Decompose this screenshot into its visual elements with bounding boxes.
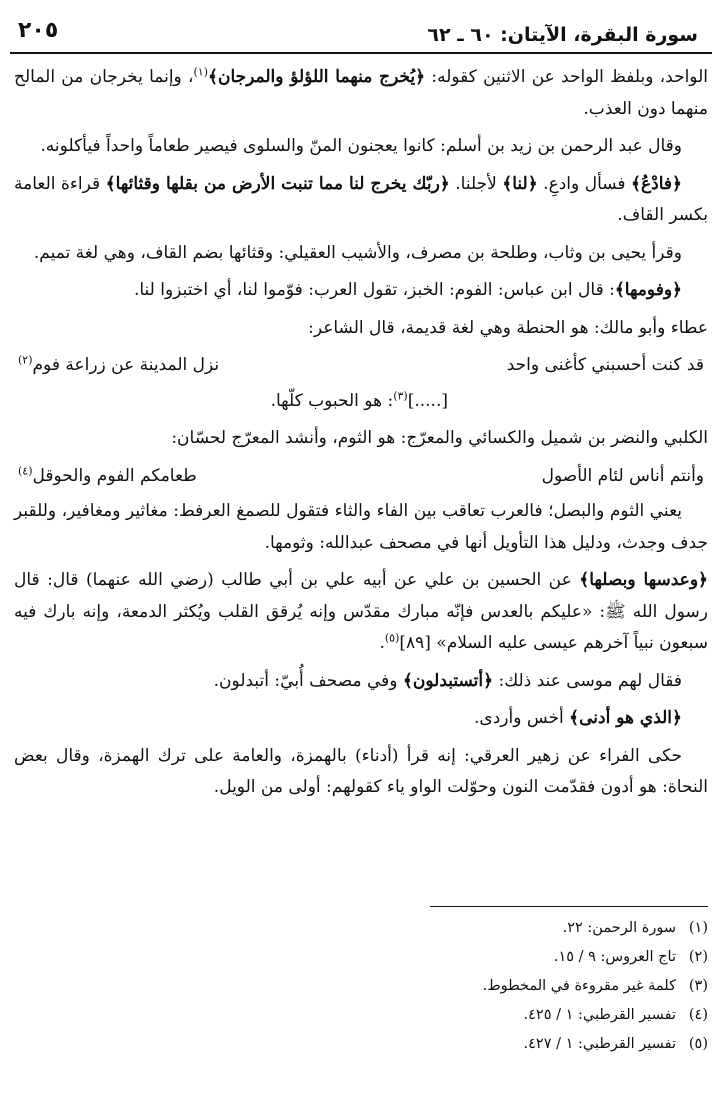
- footnote-number: (٥): [688, 1036, 708, 1052]
- footnote-ref: (٤): [18, 463, 33, 477]
- text-run: الكلبي والنضر بن شميل والكسائي والمعرّج: هو الثوم، وأنشد المعرّج لحسّان:: [171, 428, 708, 448]
- quran-quote: ﴿لنا﴾: [502, 173, 538, 194]
- poetry-verse-1: [14, 350, 708, 382]
- lacuna-mark: [.....]: [407, 390, 448, 411]
- paragraph-adas: [14, 565, 708, 660]
- footnotes: [14, 914, 708, 1059]
- text-run: وفي مصحف أُبيّ: أتبدلون.: [213, 670, 403, 691]
- paragraph-istabdil: [14, 666, 708, 698]
- header-divider: [10, 52, 712, 54]
- text-run: ، وإنما يخرجان من المالح منهما دون العذب.: [14, 67, 708, 119]
- verse-hemistich-first: قد كنت أحسبني كأغنى واحد: [506, 355, 704, 375]
- text-run: لأجلنا.: [449, 173, 503, 194]
- footnote-text: تفسير القرطبي: ١ / ٤٢٧.: [523, 1036, 676, 1052]
- lacuna-line: [14, 386, 708, 418]
- footnote-number: (٣): [688, 978, 708, 994]
- quran-quote: ﴿أتستبدلون﴾: [402, 670, 494, 691]
- footnote-number: (٢): [688, 949, 708, 965]
- poetry-verse-2: [14, 461, 708, 493]
- paragraph-adna: [14, 703, 708, 735]
- verse-hemistich-second: نزل المدينة عن زراعة فوم: [32, 355, 220, 375]
- text-run: عن الحسين بن علي عن أبيه علي بن أبي طالب (رضي الله عنهما) قال: قال رسول الله ﷺ: «عليكم بالعدس فإنّه مبارك مقدّس وإنه يُرقق القلب ويُكثر الدمعة، وإنه بارك فيه سبعون نبياً آخرهم عيسى عليه السلام» [٨٩]: [14, 570, 708, 653]
- footnote-text: سورة الرحمن: ٢٢.: [562, 920, 676, 936]
- footnote-number: (١): [688, 920, 708, 936]
- paragraph-farra: [14, 741, 708, 804]
- text-run: فسأل وادعِ.: [537, 173, 632, 194]
- quran-quote: ﴿ربّك يخرج لنا مما تنبت الأرض من بقلها وقثائها﴾: [105, 173, 450, 194]
- quran-quote: ﴿يُخرج منهما اللؤلؤ والمرجان﴾: [208, 67, 426, 87]
- footnote-text: تاج العروس: ٩ / ١٥.: [553, 949, 676, 965]
- text-run: أخس وأردى.: [474, 708, 570, 728]
- text-run: وقرأ يحيى بن وثاب، وطلحة بن مصرف، والأشيب العقيلي: وقثائها بضم القاف، وهي لغة تميم.: [33, 242, 682, 263]
- paragraph-fadu: [14, 169, 708, 232]
- page-header: [10, 14, 712, 48]
- verse-hemistich-second: طعامكم الفوم والحوقل: [32, 465, 197, 486]
- text-run: : قال ابن عباس: الفوم: الخبز، تقول العرب: فوّموا لنا، أي اختبزوا لنا.: [133, 280, 615, 300]
- quran-quote: ﴿فادْعُ﴾: [631, 173, 682, 194]
- footnote-ref: (٢): [18, 353, 33, 367]
- paragraph-kalbi: [14, 423, 708, 455]
- quran-quote: ﴿الذي هو أدنى﴾: [569, 708, 682, 728]
- text-run: وقال عبد الرحمن بن زيد بن أسلم: كانوا يعجنون المنّ والسلوى فيصير طعاماً واحداً فيأكلونه.: [40, 136, 682, 156]
- footnote: [14, 972, 708, 1001]
- paragraph-qiraat: [14, 238, 708, 270]
- footnote: [14, 1001, 708, 1030]
- footnote-text: كلمة غير مقروءة في المخطوط.: [482, 978, 676, 994]
- text-run: يعني الثوم والبصل؛ فالعرب تعاقب بين الفاء والثاء فتقول للصمغ العرفط: مغاثير ومغافير، وللقبر جدف وجدث، ودليل هذا التأويل أنها في مصحف عبدالله: وثومها.: [14, 501, 708, 553]
- paragraph-garlic: [14, 496, 708, 559]
- quran-quote: ﴿وفومها﴾: [614, 280, 682, 300]
- footnote: [14, 1030, 708, 1059]
- paragraph-ata: [14, 313, 708, 345]
- text-run: حكى الفراء عن زهير العرقي: إنه قرأ (أدناء) بالهمزة، والعامة على ترك الهمزة، وقال بعض النحاة: هو أدون فقدّمت النون وحوّلت الواو ياء كقولهم: أولى من الويل.: [14, 745, 708, 797]
- text-run: عطاء وأبو مالك: هو الحنطة وهي لغة قديمة، قال الشاعر:: [308, 317, 708, 338]
- text-run: : هو الحبوب كلّها.: [270, 390, 394, 411]
- text-run: فقال لهم موسى عند ذلك:: [493, 670, 682, 691]
- paragraph-ibn-zaid: [14, 131, 708, 163]
- footnote: [14, 914, 708, 943]
- footnote-divider: [430, 906, 708, 907]
- text-run: .: [379, 633, 385, 653]
- footnote-ref: (١): [193, 65, 209, 79]
- text-run: الواحد، وبلفظ الواحد عن الاثنين كقوله:: [425, 67, 708, 87]
- quran-quote: ﴿وعدسها وبصلها﴾: [579, 570, 708, 590]
- footnote-number: (٤): [688, 1007, 708, 1023]
- footnote-text: تفسير القرطبي: ١ / ٤٢٥.: [523, 1007, 676, 1023]
- page-number: ٢٠٥: [18, 18, 59, 43]
- footnote-ref: (٣): [393, 388, 408, 402]
- paragraph-foom: [14, 275, 708, 307]
- verse-hemistich-first: وأنتم أناس لئام الأصول: [541, 465, 704, 486]
- text-run: قراءة العامة بكسر القاف.: [14, 173, 708, 225]
- main-text: [14, 62, 708, 810]
- running-title: سورة البقرة، الآيتان: ٦٠ ـ ٦٢: [427, 24, 698, 46]
- paragraph-dual: [14, 62, 708, 125]
- footnote-ref: (٥): [384, 631, 400, 645]
- footnote: [14, 943, 708, 972]
